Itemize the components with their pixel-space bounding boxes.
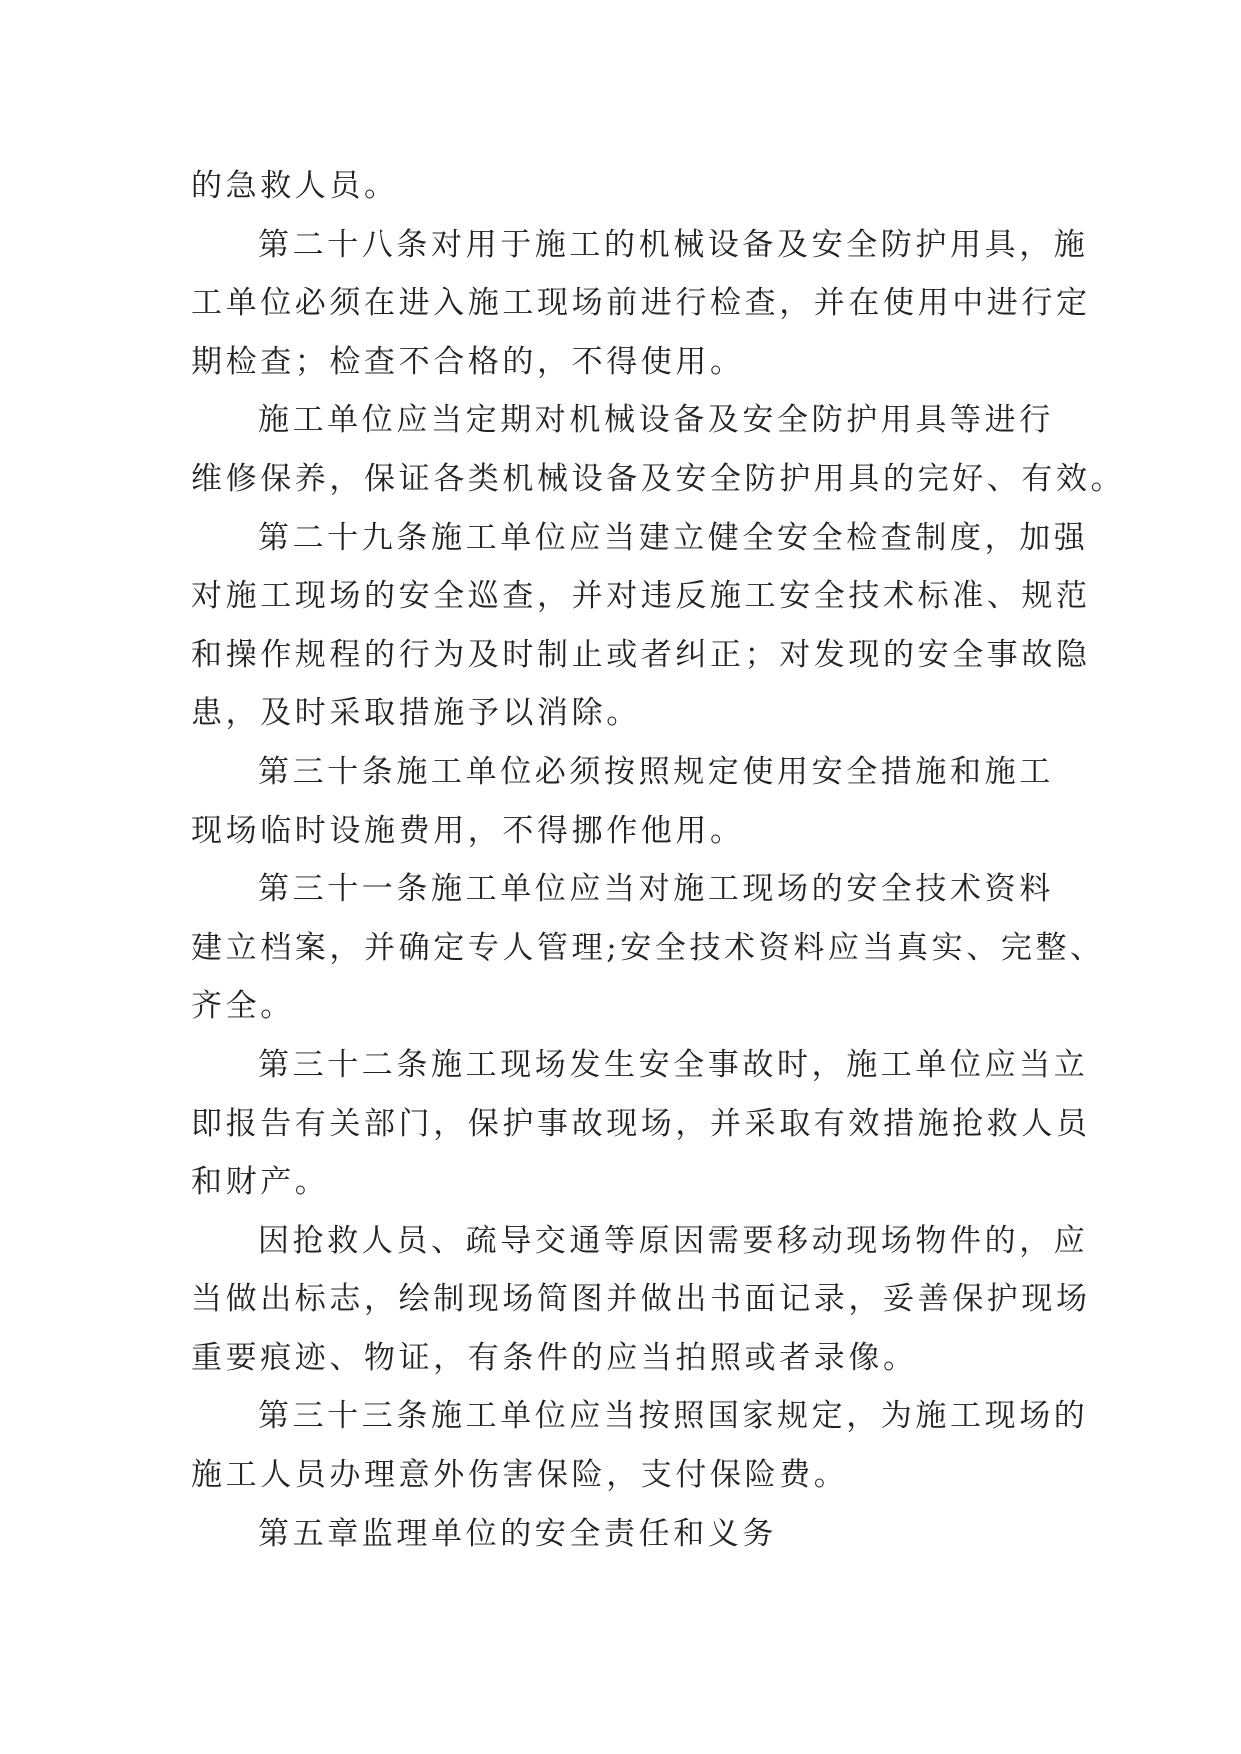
text-line: 齐全。	[191, 988, 295, 1025]
text-line: 和财产。	[191, 1164, 330, 1201]
text-line: 当做出标志，绘制现场简图并做出书面记录，妥善保护现场	[191, 1281, 1091, 1318]
text-line: 对施工现场的安全巡查，并对违反施工安全技术标准、规范	[191, 578, 1091, 615]
text-line: 第二十八条对用于施工的机械设备及安全防护用具，施	[258, 226, 1089, 263]
text-line: 施工单位应当定期对机械设备及安全防护用具等进行	[258, 402, 1054, 439]
text-line: 患，及时采取措施予以消除。	[191, 695, 641, 732]
paragraph-article-32	[191, 1036, 1091, 1212]
text-line: 工单位必须在进入施工现场前进行检查，并在使用中进行定	[191, 285, 1091, 322]
text-line: 维修保养，保证各类机械设备及安全防护用具的完好、有效。	[191, 460, 1126, 497]
paragraph-article-33	[191, 1387, 1089, 1504]
text-line: 第五章监理单位的安全责任和义务	[258, 1515, 777, 1552]
text-line: 期检查；检查不合格的，不得使用。	[191, 343, 745, 380]
text-line: 第三十一条施工单位应当对施工现场的安全技术资料	[258, 871, 1054, 908]
paragraph-article-31	[191, 860, 1105, 1036]
text-line: 第三十条施工单位必须按照规定使用安全措施和施工	[258, 753, 1054, 790]
chapter-heading	[191, 1505, 1051, 1564]
paragraph-continuation	[191, 157, 1051, 216]
text-line: 第三十三条施工单位应当按照国家规定，为施工现场的	[258, 1398, 1089, 1435]
paragraph-article-30	[191, 743, 1054, 860]
text-line: 和操作规程的行为及时制止或者纠正；对发现的安全事故隐	[191, 636, 1091, 673]
paragraph-rescue	[191, 1212, 1091, 1388]
text-line: 重要痕迹、物证，有条件的应当拍照或者录像。	[191, 1339, 918, 1376]
paragraph-maintenance	[191, 391, 1126, 508]
document-body	[191, 157, 1126, 1563]
text-line: 现场临时设施费用，不得挪作他用。	[191, 812, 745, 849]
paragraph-article-28	[191, 216, 1091, 392]
text-line: 的急救人员。	[191, 168, 399, 204]
text-line: 第三十二条施工现场发生安全事故时，施工单位应当立	[258, 1046, 1089, 1083]
text-line: 因抢救人员、疏导交通等原因需要移动现场物件的，应	[258, 1222, 1089, 1259]
text-line: 建立档案，并确定专人管理;安全技术资料应当真实、完整、	[191, 929, 1105, 966]
text-line: 第二十九条施工单位应当建立健全安全检查制度，加强	[258, 519, 1089, 556]
text-line: 即报告有关部门，保护事故现场，并采取有效措施抢救人员	[191, 1105, 1091, 1142]
text-line: 施工人员办理意外伤害保险，支付保险费。	[191, 1457, 849, 1494]
paragraph-article-29	[191, 509, 1091, 743]
